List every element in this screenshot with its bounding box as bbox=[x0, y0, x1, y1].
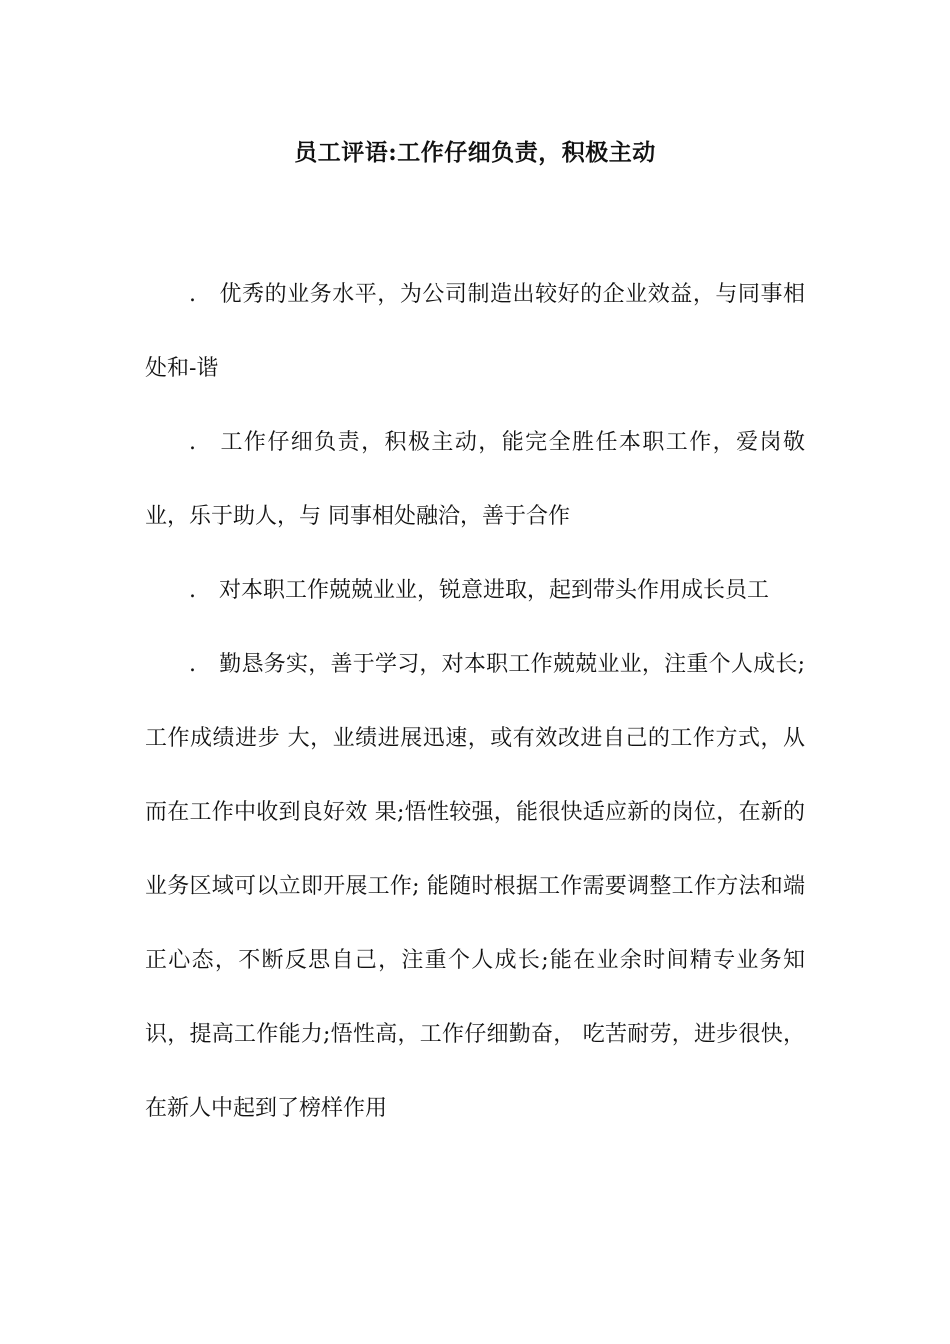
bullet-marker: . bbox=[189, 282, 196, 307]
document-title: 员工评语:工作仔细负责，积极主动 bbox=[294, 139, 656, 166]
paragraph-1 bbox=[145, 258, 805, 406]
paragraph-text: 对本职工作兢兢业业，锐意进取，起到带头作用成长员工 bbox=[219, 578, 770, 603]
paragraph-3 bbox=[145, 554, 805, 628]
paragraph-4 bbox=[145, 628, 805, 1146]
bullet-marker: . bbox=[189, 652, 196, 677]
bullet-marker: . bbox=[189, 430, 196, 455]
bullet-marker: . bbox=[189, 578, 196, 603]
paragraph-text: 工作仔细负责，积极主动，能完全胜任本职工作，爱岗敬业，乐于助人，与 同事相处融洽，善于合作 bbox=[145, 430, 805, 529]
paragraph-2 bbox=[145, 406, 805, 554]
document-body bbox=[145, 258, 805, 1146]
paragraph-text: 优秀的业务水平，为公司制造出较好的企业效益，与同事相处和-谐 bbox=[145, 282, 805, 381]
paragraph-text: 勤恳务实，善于学习，对本职工作兢兢业业，注重个人成长;工作成绩进步 大，业绩进展迅速，或有效改进自己的工作方式，从而在工作中收到良好效 果;悟性较强，能很快适应新的岗位，在新的业务区域可以立即开展工作; 能随时根据工作需要调整工作方法和端正心态，不断反思自己，注重个人成长;能在业余时间精专业务知识，提高工作能力;悟性高，工作仔细勤奋， 吃苦耐劳，进步很快，在新人中起到了榜样作用 bbox=[145, 652, 805, 1121]
